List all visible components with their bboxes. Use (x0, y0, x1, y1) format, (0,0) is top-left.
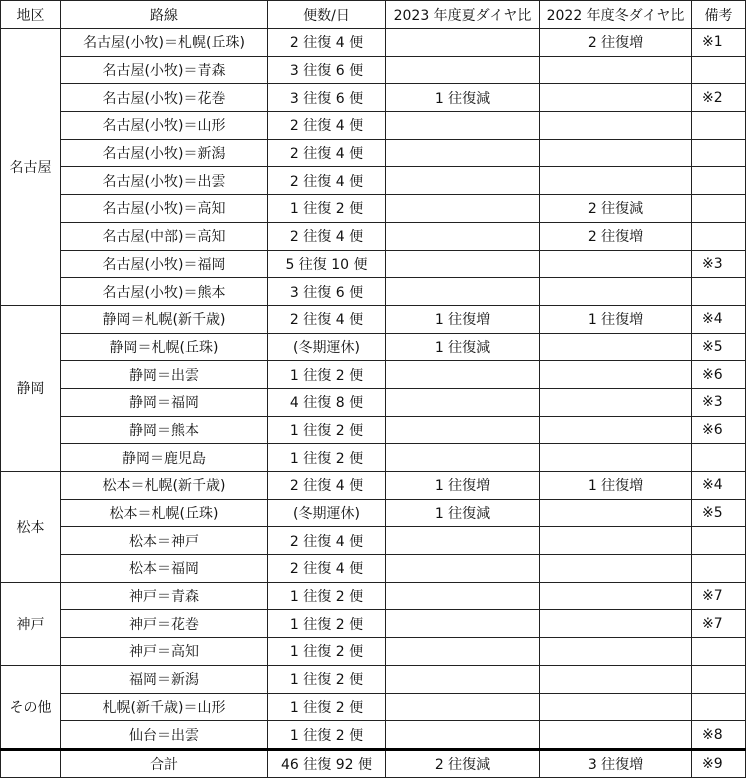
route-cell: 名古屋(小牧)＝青森 (61, 56, 268, 84)
header-summer-compare: 2023 年度夏ダイヤ比 (386, 1, 540, 29)
summer-compare-cell: 1 往復減 (386, 499, 540, 527)
frequency-cell: 2 往復 4 便 (268, 555, 386, 583)
table-row (1, 333, 746, 361)
frequency-cell: 3 往復 6 便 (268, 278, 386, 306)
note-cell: ※8 (692, 721, 746, 750)
table-row (1, 361, 746, 389)
winter-compare-cell (540, 56, 692, 84)
table-row (1, 278, 746, 306)
table-row (1, 582, 746, 610)
route-cell: 福岡＝新潟 (61, 665, 268, 693)
frequency-cell: 1 往復 2 便 (268, 721, 386, 750)
table-row (1, 139, 746, 167)
total-summer-compare: 2 往復減 (386, 749, 540, 777)
summer-compare-cell: 1 往復増 (386, 305, 540, 333)
summer-compare-cell: 1 往復減 (386, 333, 540, 361)
note-cell (692, 139, 746, 167)
route-cell: 松本＝福岡 (61, 555, 268, 583)
note-cell: ※4 (692, 472, 746, 500)
frequency-cell: 3 往復 6 便 (268, 84, 386, 112)
header-region: 地区 (1, 1, 61, 29)
frequency-cell: 1 往復 2 便 (268, 195, 386, 223)
frequency-cell: 2 往復 4 便 (268, 472, 386, 500)
table-row (1, 665, 746, 693)
note-cell: ※1 (692, 29, 746, 57)
total-frequency: 46 往復 92 便 (268, 749, 386, 777)
route-cell: 神戸＝青森 (61, 582, 268, 610)
route-cell: 仙台＝出雲 (61, 721, 268, 750)
frequency-cell: 1 往復 2 便 (268, 416, 386, 444)
frequency-cell: 2 往復 4 便 (268, 167, 386, 195)
winter-compare-cell (540, 499, 692, 527)
route-cell: 静岡＝熊本 (61, 416, 268, 444)
winter-compare-cell: 1 往復増 (540, 305, 692, 333)
route-cell: 静岡＝鹿児島 (61, 444, 268, 472)
winter-compare-cell (540, 721, 692, 750)
winter-compare-cell (540, 361, 692, 389)
total-winter-compare: 3 往復増 (540, 749, 692, 777)
table-row (1, 721, 746, 750)
table-row (1, 250, 746, 278)
table-row (1, 305, 746, 333)
route-cell: 名古屋(小牧)＝新潟 (61, 139, 268, 167)
frequency-cell: 1 往復 2 便 (268, 693, 386, 721)
winter-compare-cell (540, 333, 692, 361)
frequency-cell: 2 往復 4 便 (268, 29, 386, 57)
note-cell (692, 665, 746, 693)
frequency-cell: 1 往復 2 便 (268, 665, 386, 693)
note-cell: ※7 (692, 582, 746, 610)
summer-compare-cell (386, 361, 540, 389)
winter-compare-cell (540, 638, 692, 666)
table-row (1, 416, 746, 444)
note-cell (692, 638, 746, 666)
note-cell (692, 444, 746, 472)
table-row (1, 56, 746, 84)
summer-compare-cell (386, 112, 540, 140)
summer-compare-cell (386, 665, 540, 693)
header-route: 路線 (61, 1, 268, 29)
winter-compare-cell: 2 往復増 (540, 222, 692, 250)
summer-compare-cell (386, 139, 540, 167)
note-cell: ※4 (692, 305, 746, 333)
total-row (1, 749, 746, 777)
table-row (1, 472, 746, 500)
total-label: 合計 (61, 749, 268, 777)
note-cell: ※3 (692, 388, 746, 416)
header-row (1, 1, 746, 29)
route-cell: 名古屋(小牧)＝高知 (61, 195, 268, 223)
region-cell: 神戸 (1, 582, 61, 665)
route-cell: 名古屋(小牧)＝熊本 (61, 278, 268, 306)
region-cell: 名古屋 (1, 29, 61, 306)
winter-compare-cell (540, 665, 692, 693)
total-note: ※9 (692, 749, 746, 777)
winter-compare-cell (540, 444, 692, 472)
note-cell (692, 222, 746, 250)
summer-compare-cell (386, 250, 540, 278)
note-cell: ※2 (692, 84, 746, 112)
note-cell (692, 167, 746, 195)
winter-compare-cell (540, 693, 692, 721)
frequency-cell: (冬期運休) (268, 333, 386, 361)
route-cell: 名古屋(小牧)＝出雲 (61, 167, 268, 195)
region-cell: 松本 (1, 472, 61, 583)
note-cell (692, 195, 746, 223)
winter-compare-cell (540, 112, 692, 140)
table-row (1, 388, 746, 416)
summer-compare-cell (386, 388, 540, 416)
frequency-cell: 1 往復 2 便 (268, 361, 386, 389)
winter-compare-cell: 2 往復増 (540, 29, 692, 57)
summer-compare-cell (386, 610, 540, 638)
winter-compare-cell (540, 139, 692, 167)
header-winter-compare: 2022 年度冬ダイヤ比 (540, 1, 692, 29)
frequency-cell: 2 往復 4 便 (268, 222, 386, 250)
note-cell: ※6 (692, 416, 746, 444)
route-cell: 静岡＝札幌(新千歳) (61, 305, 268, 333)
note-cell (692, 112, 746, 140)
frequency-cell: 1 往復 2 便 (268, 582, 386, 610)
summer-compare-cell (386, 29, 540, 57)
table-row (1, 84, 746, 112)
route-cell: 神戸＝高知 (61, 638, 268, 666)
summer-compare-cell (386, 444, 540, 472)
note-cell (692, 555, 746, 583)
route-cell: 静岡＝札幌(丘珠) (61, 333, 268, 361)
winter-compare-cell (540, 527, 692, 555)
header-frequency: 便数/日 (268, 1, 386, 29)
frequency-cell: 2 往復 4 便 (268, 527, 386, 555)
summer-compare-cell (386, 693, 540, 721)
note-cell: ※6 (692, 361, 746, 389)
note-cell: ※5 (692, 333, 746, 361)
winter-compare-cell: 1 往復増 (540, 472, 692, 500)
table-row (1, 555, 746, 583)
table-row (1, 499, 746, 527)
frequency-cell: 2 往復 4 便 (268, 112, 386, 140)
table-body (1, 29, 746, 778)
note-cell (692, 527, 746, 555)
frequency-cell: 3 往復 6 便 (268, 56, 386, 84)
winter-compare-cell (540, 167, 692, 195)
table-row (1, 527, 746, 555)
route-cell: 名古屋(小牧)＝福岡 (61, 250, 268, 278)
summer-compare-cell (386, 278, 540, 306)
summer-compare-cell (386, 721, 540, 750)
winter-compare-cell (540, 388, 692, 416)
route-cell: 神戸＝花巻 (61, 610, 268, 638)
winter-compare-cell (540, 610, 692, 638)
note-cell: ※7 (692, 610, 746, 638)
summer-compare-cell (386, 582, 540, 610)
region-cell: その他 (1, 665, 61, 749)
table-row (1, 112, 746, 140)
table-row (1, 638, 746, 666)
summer-compare-cell (386, 167, 540, 195)
route-cell: 名古屋(小牧)＝山形 (61, 112, 268, 140)
summer-compare-cell (386, 638, 540, 666)
winter-compare-cell (540, 84, 692, 112)
summer-compare-cell: 1 往復減 (386, 84, 540, 112)
summer-compare-cell (386, 555, 540, 583)
note-cell: ※5 (692, 499, 746, 527)
summer-compare-cell (386, 416, 540, 444)
table-row (1, 167, 746, 195)
table-row (1, 444, 746, 472)
route-cell: 静岡＝出雲 (61, 361, 268, 389)
frequency-cell: 2 往復 4 便 (268, 139, 386, 167)
frequency-cell: 1 往復 2 便 (268, 610, 386, 638)
route-cell: 札幌(新千歳)＝山形 (61, 693, 268, 721)
frequency-cell: 5 往復 10 便 (268, 250, 386, 278)
table-row (1, 693, 746, 721)
summer-compare-cell (386, 195, 540, 223)
table-row (1, 29, 746, 57)
frequency-cell: 4 往復 8 便 (268, 388, 386, 416)
winter-compare-cell (540, 582, 692, 610)
winter-compare-cell (540, 555, 692, 583)
frequency-cell: 1 往復 2 便 (268, 638, 386, 666)
region-cell: 静岡 (1, 305, 61, 471)
summer-compare-cell: 1 往復増 (386, 472, 540, 500)
route-cell: 松本＝札幌(新千歳) (61, 472, 268, 500)
note-cell (692, 693, 746, 721)
frequency-cell: 2 往復 4 便 (268, 305, 386, 333)
frequency-cell: (冬期運休) (268, 499, 386, 527)
total-region-blank (1, 749, 61, 777)
table-row (1, 222, 746, 250)
route-cell: 松本＝札幌(丘珠) (61, 499, 268, 527)
winter-compare-cell (540, 250, 692, 278)
route-cell: 名古屋(小牧)＝札幌(丘珠) (61, 29, 268, 57)
summer-compare-cell (386, 527, 540, 555)
winter-compare-cell (540, 278, 692, 306)
header-notes: 備考 (692, 1, 746, 29)
summer-compare-cell (386, 222, 540, 250)
route-cell: 静岡＝福岡 (61, 388, 268, 416)
table-row (1, 610, 746, 638)
table-row (1, 195, 746, 223)
route-cell: 名古屋(中部)＝高知 (61, 222, 268, 250)
note-cell (692, 278, 746, 306)
route-cell: 名古屋(小牧)＝花巻 (61, 84, 268, 112)
frequency-cell: 1 往復 2 便 (268, 444, 386, 472)
winter-compare-cell: 2 往復減 (540, 195, 692, 223)
winter-compare-cell (540, 416, 692, 444)
summer-compare-cell (386, 56, 540, 84)
note-cell (692, 56, 746, 84)
note-cell: ※3 (692, 250, 746, 278)
route-cell: 松本＝神戸 (61, 527, 268, 555)
